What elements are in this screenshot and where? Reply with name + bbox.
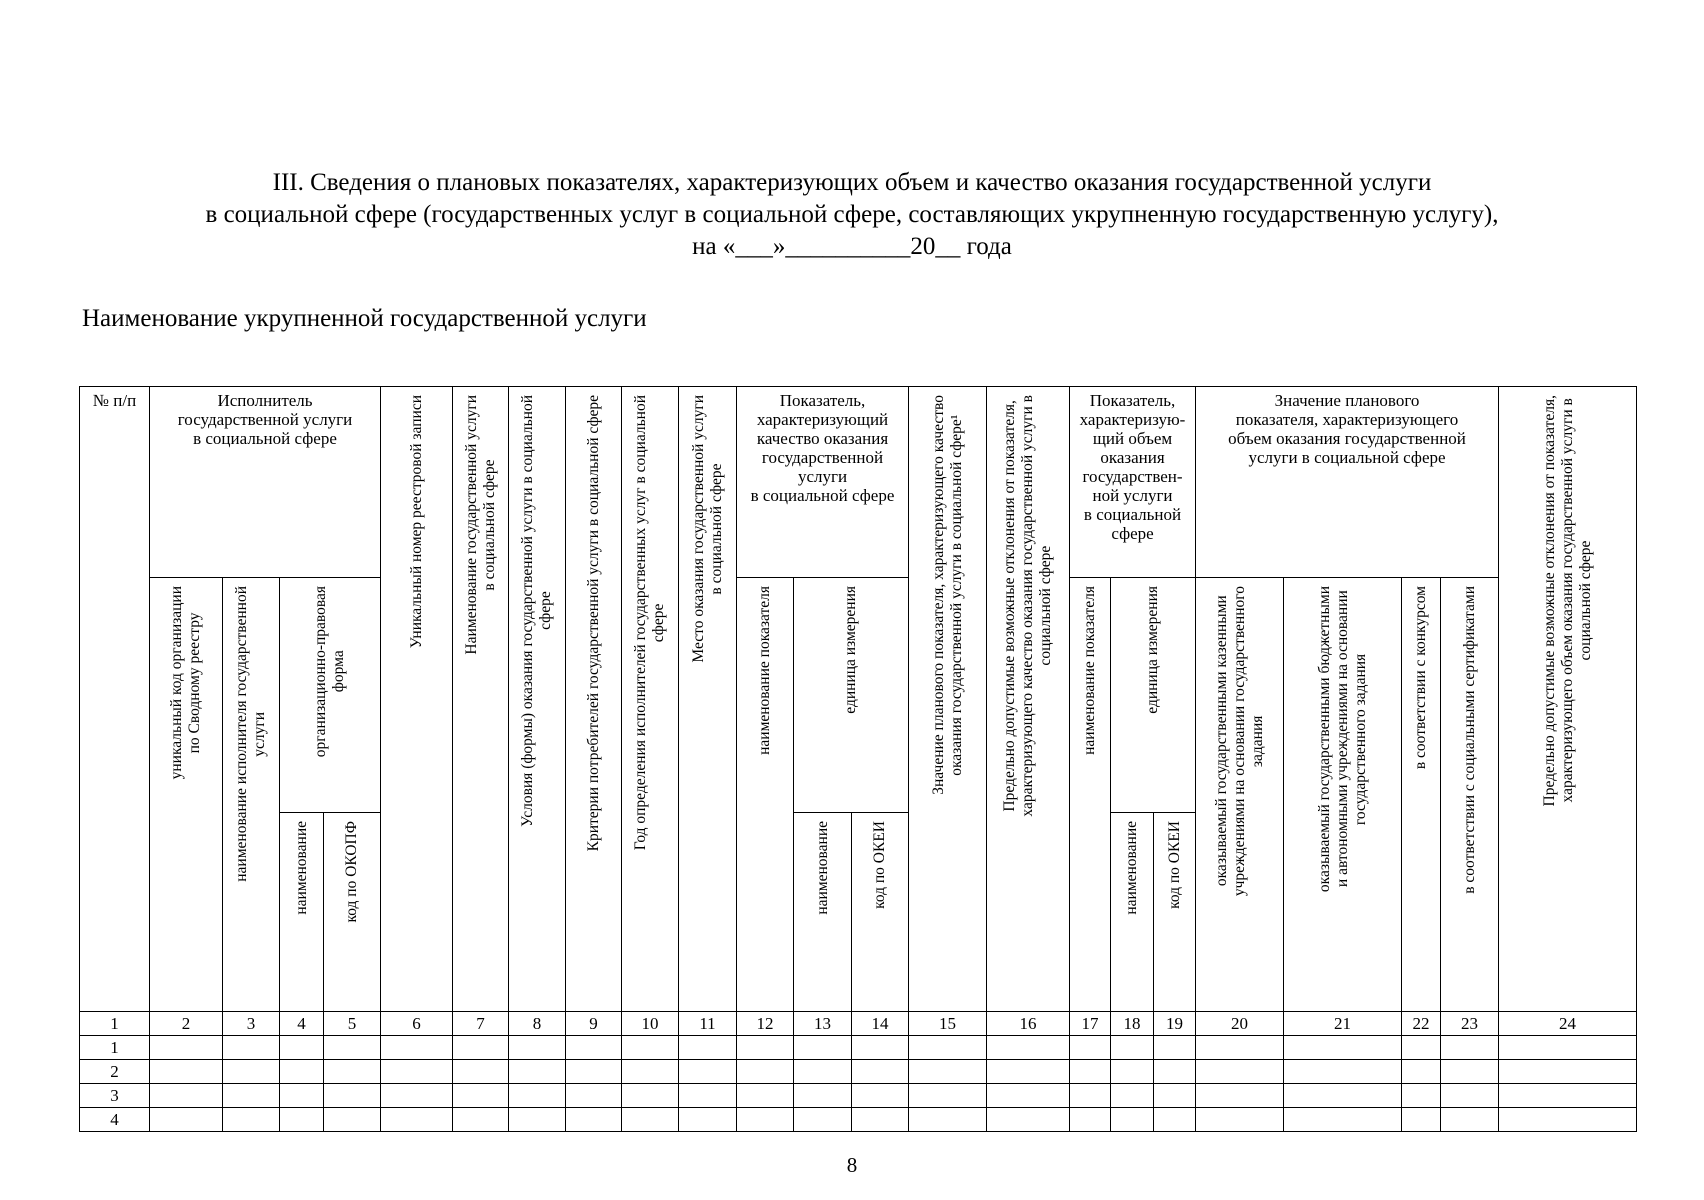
header-okopf: код по ОКОПФ bbox=[324, 813, 381, 1012]
header-volume-unit-name: наименование bbox=[1111, 813, 1154, 1012]
header-volume-okei: код по ОКЕИ bbox=[1154, 813, 1196, 1012]
column-number: 11 bbox=[679, 1012, 737, 1036]
column-number: 9 bbox=[566, 1012, 622, 1036]
header-volume-deviation: Предельно допустимые возможные отклонения от показателя, характеризующего объем оказания государственной услуги в социальной сфере bbox=[1499, 387, 1637, 1012]
header-state-institutions: оказываемый государственными казенными учреждениями на основании государственного задания bbox=[1196, 578, 1284, 1012]
column-number: 20 bbox=[1196, 1012, 1284, 1036]
table-row bbox=[80, 1084, 1637, 1108]
header-planned-volume: Значение планового показателя, характеризующего объем оказания государственной услуги в социальной сфере bbox=[1196, 387, 1499, 578]
header-competition: в соответствии с конкурсом bbox=[1402, 578, 1441, 1012]
row-number: 3 bbox=[80, 1084, 150, 1108]
header-quality-indicator-name: наименование показателя bbox=[737, 578, 794, 1012]
header-quality-value: Значение планового показателя, характеризующего качество оказания государственной услуги в социальной сфере¹ bbox=[909, 387, 987, 1012]
header-conditions: Условия (формы) оказания государственной услуги в социальной сфере bbox=[509, 387, 566, 1012]
header-num: № п/п bbox=[80, 387, 150, 1012]
header-volume-indicator-name: наименование показателя bbox=[1070, 578, 1111, 1012]
header-quality-okei: код по ОКЕИ bbox=[852, 813, 909, 1012]
header-service-name: Наименование государственной услуги в социальной сфере bbox=[453, 387, 509, 1012]
page-number: 8 bbox=[846, 1153, 858, 1177]
column-number: 7 bbox=[453, 1012, 509, 1036]
heading-line-1: III. Сведения о плановых показателях, характеризующих объем и качество оказания государственной услуги bbox=[272, 169, 1432, 196]
section-heading bbox=[0, 167, 1704, 263]
column-number: 8 bbox=[509, 1012, 566, 1036]
header-executor: Исполнитель государственной услуги в социальной сфере bbox=[150, 387, 381, 578]
header-quality-deviation: Предельно допустимые возможные отклонения от показателя, характеризующего качество оказания государственной услуги в социальной сфере bbox=[987, 387, 1070, 1012]
column-number: 13 bbox=[794, 1012, 852, 1036]
column-number: 14 bbox=[852, 1012, 909, 1036]
column-number: 18 bbox=[1111, 1012, 1154, 1036]
header-quality: Показатель, характеризующий качество оказания государственной услуги в социальной сфере bbox=[737, 387, 909, 578]
row-number: 2 bbox=[80, 1060, 150, 1084]
header-quality-unit-name: наименование bbox=[794, 813, 852, 1012]
column-number: 12 bbox=[737, 1012, 794, 1036]
heading-line-2: в социальной сфере (государственных услуг в социальной сфере, составляющих укрупненную государственную услугу), bbox=[205, 201, 1499, 228]
header-criteria: Критерии потребителей государственной услуги в социальной сфере bbox=[566, 387, 622, 1012]
header-place: Место оказания государственной услуги в социальной сфере bbox=[679, 387, 737, 1012]
row-number: 1 bbox=[80, 1036, 150, 1060]
header-year: Год определения исполнителей государственных услуг в социальной сфере bbox=[622, 387, 679, 1012]
heading-line-3: на «___»__________20__ года bbox=[692, 233, 1012, 260]
header-volume-unit: единица измерения bbox=[1111, 578, 1196, 813]
table-row bbox=[80, 1108, 1637, 1132]
column-number: 2 bbox=[150, 1012, 223, 1036]
column-number: 1 bbox=[80, 1012, 150, 1036]
header-executor-name: наименование исполнителя государственной услуги bbox=[223, 578, 280, 1012]
column-number: 22 bbox=[1402, 1012, 1441, 1036]
column-number: 24 bbox=[1499, 1012, 1637, 1036]
column-number: 17 bbox=[1070, 1012, 1111, 1036]
column-number: 4 bbox=[280, 1012, 324, 1036]
indicators-table bbox=[79, 386, 1637, 1132]
column-number: 3 bbox=[223, 1012, 280, 1036]
table-row bbox=[80, 1036, 1637, 1060]
header-quality-unit: единица измерения bbox=[794, 578, 909, 813]
row-number: 4 bbox=[80, 1108, 150, 1132]
column-number: 5 bbox=[324, 1012, 381, 1036]
table-row bbox=[80, 1060, 1637, 1084]
column-number: 21 bbox=[1284, 1012, 1402, 1036]
column-number: 15 bbox=[909, 1012, 987, 1036]
header-org-form-name: наименование bbox=[280, 813, 324, 1012]
header-unique-code: уникальный код организации по Сводному реестру bbox=[150, 578, 223, 1012]
column-number: 16 bbox=[987, 1012, 1070, 1036]
column-number-row bbox=[80, 1012, 1637, 1036]
column-number: 19 bbox=[1154, 1012, 1196, 1036]
column-number: 23 bbox=[1441, 1012, 1499, 1036]
header-budget-institutions: оказываемый государственными бюджетными и автономными учреждениями на основании государственного задания bbox=[1284, 578, 1402, 1012]
service-name-label: Наименование укрупненной государственной услуги bbox=[82, 305, 647, 332]
header-org-form: организационно-правовая форма bbox=[280, 578, 381, 813]
header-certificates: в соответствии с социальными сертификатами bbox=[1441, 578, 1499, 1012]
column-number: 6 bbox=[381, 1012, 453, 1036]
header-volume: Показатель, характеризую- щий объем оказания государствен- ной услуги в социальной сфере bbox=[1070, 387, 1196, 578]
column-number: 10 bbox=[622, 1012, 679, 1036]
header-registry: Уникальный номер реестровой записи bbox=[381, 387, 453, 1012]
